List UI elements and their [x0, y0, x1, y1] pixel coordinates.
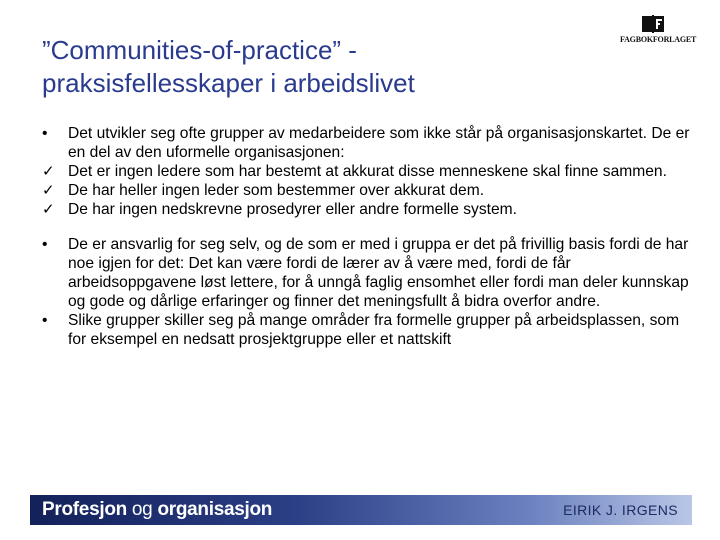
- checkmark-icon: ✓: [42, 163, 55, 180]
- publisher-logo-text: FAGBOKFORLAGET: [620, 35, 697, 44]
- bullet-icon: •: [42, 125, 48, 142]
- list-item: [0, 181, 700, 200]
- checkmark-icon: ✓: [42, 182, 55, 199]
- slide-title: [42, 34, 582, 100]
- footer-author: EIRIK J. IRGENS: [563, 502, 678, 518]
- footer-title-conjunction: og: [126, 499, 158, 520]
- footer-book-title: [42, 499, 272, 521]
- slide-title-line2: praksisfellesskaper i arbeidslivet: [42, 68, 415, 98]
- check-text: De har ingen nedskrevne prosedyrer eller andre formelle system.: [68, 201, 517, 218]
- list-item: [0, 162, 700, 181]
- slide-title-line1: ”Communities-of-practice” -: [42, 35, 357, 65]
- slide-body: [0, 124, 700, 349]
- list-item: [0, 200, 700, 219]
- bullet-text: Det utvikler seg ofte grupper av medarbeidere som ikke står på organisasjonskartet. De er en del av den uformelle organisasjonen:: [68, 125, 690, 161]
- check-text: Det er ingen ledere som har bestemt at akkurat disse menneskene skal finne sammen.: [68, 163, 667, 180]
- checkmark-icon: ✓: [42, 201, 55, 218]
- check-text: De har heller ingen leder som bestemmer over akkurat dem.: [68, 182, 485, 199]
- list-item: [0, 124, 700, 162]
- bullet-text: Slike grupper skiller seg på mange områder fra formelle grupper på arbeidsplassen, som for eksempel en nedsatt prosjektgruppe eller et nattskift: [68, 312, 680, 348]
- footer-title-word1: Profesjon: [42, 499, 127, 520]
- publisher-logo: [620, 14, 697, 48]
- bullet-text: De er ansvarlig for seg selv, og de som er med i gruppa er det på frivillig basis fordi de har noe igjen for det: Det kan være fordi de lærer av å være med, fordi de får arbeidsoppgavene løst lettere, for å unngå faglig ensomhet eller fordi man deler kunnskap og gode og dårlige erfaringer og finner det meningsfullt å bidra overfor andre.: [68, 236, 689, 310]
- footer-title-word2: organisasjon: [157, 499, 273, 520]
- bullet-icon: •: [42, 312, 48, 329]
- list-item: [0, 235, 700, 311]
- list-item: [0, 311, 700, 349]
- footer-banner: [30, 495, 692, 525]
- bullet-icon: •: [42, 236, 48, 253]
- book-logo-icon: [641, 14, 665, 34]
